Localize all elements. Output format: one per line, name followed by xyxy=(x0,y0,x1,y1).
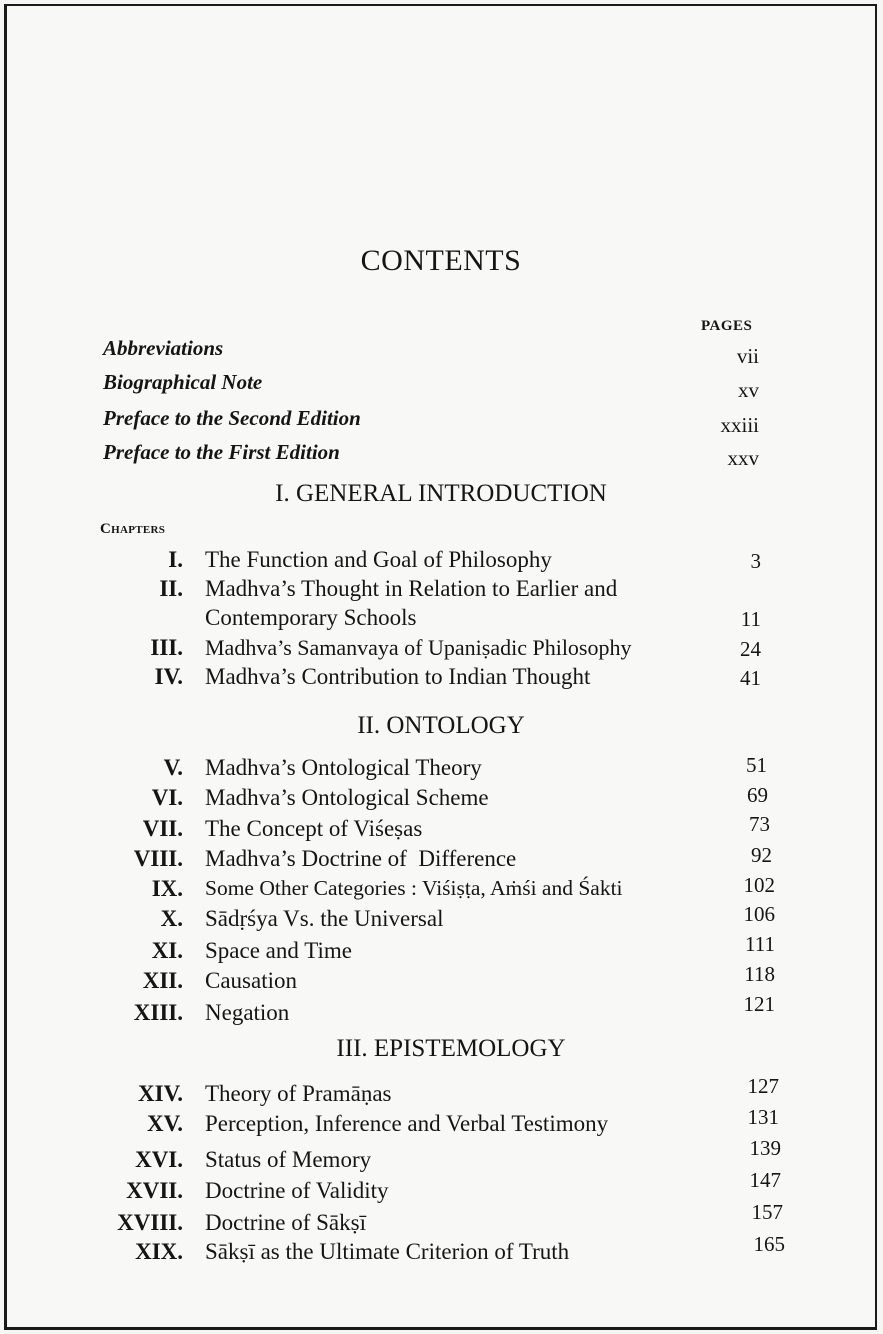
section-heading: II. ONTOLOGY xyxy=(357,712,525,739)
chapter-title: Doctrine of Validity xyxy=(205,1178,389,1203)
chapter-title: Contemporary Schools xyxy=(205,605,417,630)
chapter-title: Perception, Inference and Verbal Testimony xyxy=(205,1111,609,1136)
chapter-title: Some Other Categories : Viśiṣṭa, Aṁśi and Śakti xyxy=(205,876,623,900)
chapter-title: The Function and Goal of Philosophy xyxy=(205,547,552,572)
chapter-number: II. xyxy=(159,576,183,601)
chapter-title: The Concept of Viśeṣas xyxy=(205,816,423,841)
front-matter-title: Preface to the First Edition xyxy=(103,440,340,464)
chapter-number: XIII. xyxy=(133,1000,183,1025)
chapter-title: Sādṛśya Vs. the Universal xyxy=(205,906,444,931)
chapter-title: Status of Memory xyxy=(205,1147,372,1172)
chapter-page: 41 xyxy=(740,666,761,690)
chapter-number: XVI. xyxy=(135,1147,183,1172)
chapter-title: Negation xyxy=(205,1000,290,1025)
chapter-title: Madhva’s Ontological Theory xyxy=(205,755,482,780)
chapter-number: XVII. xyxy=(126,1178,183,1203)
front-matter-page: vii xyxy=(736,344,759,368)
chapter-number: XI. xyxy=(151,938,183,963)
chapter-page: 106 xyxy=(743,902,775,926)
chapter-page: 157 xyxy=(751,1200,783,1224)
chapter-number: VII. xyxy=(142,816,183,841)
book-page xyxy=(4,4,877,1330)
chapter-page: 147 xyxy=(749,1168,781,1192)
chapter-title: Madhva’s Doctrine of Difference xyxy=(205,846,517,871)
chapter-page: 127 xyxy=(747,1074,779,1098)
chapter-page: 69 xyxy=(747,783,768,807)
chapter-number: XVIII. xyxy=(117,1210,183,1235)
chapter-title: Causation xyxy=(205,968,297,993)
chapter-title: Space and Time xyxy=(205,938,352,963)
chapter-number: VIII. xyxy=(133,846,183,871)
front-matter-title: Biographical Note xyxy=(103,370,263,394)
front-matter-page: xxv xyxy=(727,446,759,470)
chapter-page: 121 xyxy=(743,992,775,1016)
section-heading: III. EPISTEMOLOGY xyxy=(336,1035,566,1062)
chapters-label: Chapters xyxy=(100,521,166,537)
chapter-number: III. xyxy=(150,635,183,660)
chapter-title: Sākṣī as the Ultimate Criterion of Truth xyxy=(205,1239,570,1264)
chapter-page: 102 xyxy=(743,873,775,897)
chapter-page: 92 xyxy=(751,843,772,867)
chapter-title: Madhva’s Samanvaya of Upaniṣadic Philosophy xyxy=(205,635,632,660)
chapter-page: 139 xyxy=(749,1136,781,1160)
chapter-title: Madhva’s Thought in Relation to Earlier and xyxy=(205,576,618,601)
page-title: CONTENTS xyxy=(360,244,522,277)
chapter-page: 131 xyxy=(747,1105,779,1129)
chapter-number: IX. xyxy=(151,876,183,901)
chapter-number: X. xyxy=(160,906,183,931)
chapter-title: Madhva’s Ontological Scheme xyxy=(205,785,489,810)
chapter-number: XV. xyxy=(146,1111,183,1136)
chapter-number: XII. xyxy=(142,968,183,993)
chapter-number: V. xyxy=(163,755,183,780)
front-matter-title: Preface to the Second Edition xyxy=(103,406,361,430)
section-heading: I. GENERAL INTRODUCTION xyxy=(275,480,607,507)
chapter-title: Doctrine of Sākṣī xyxy=(205,1210,366,1235)
chapter-page: 3 xyxy=(750,549,761,573)
chapter-title: Theory of Pramāṇas xyxy=(205,1081,392,1106)
chapter-number: XIV. xyxy=(138,1081,183,1106)
front-matter-title: Abbreviations xyxy=(103,336,224,360)
chapter-page: 73 xyxy=(749,812,770,836)
pages-column-label: PAGES xyxy=(701,318,753,334)
chapter-number: XIX. xyxy=(135,1239,183,1264)
chapter-page: 24 xyxy=(740,637,761,661)
chapter-title: Madhva’s Contribution to Indian Thought xyxy=(205,664,591,689)
chapter-page: 118 xyxy=(744,962,775,986)
chapter-page: 51 xyxy=(746,753,767,777)
chapter-number: VI. xyxy=(151,785,183,810)
chapter-number: I. xyxy=(168,547,183,572)
chapter-page: 165 xyxy=(753,1232,785,1256)
front-matter-page: xv xyxy=(738,378,759,402)
front-matter-page: xxiii xyxy=(720,413,759,437)
chapter-page: 111 xyxy=(745,932,775,956)
chapter-number: IV. xyxy=(154,664,183,689)
chapter-page: 11 xyxy=(740,607,761,631)
